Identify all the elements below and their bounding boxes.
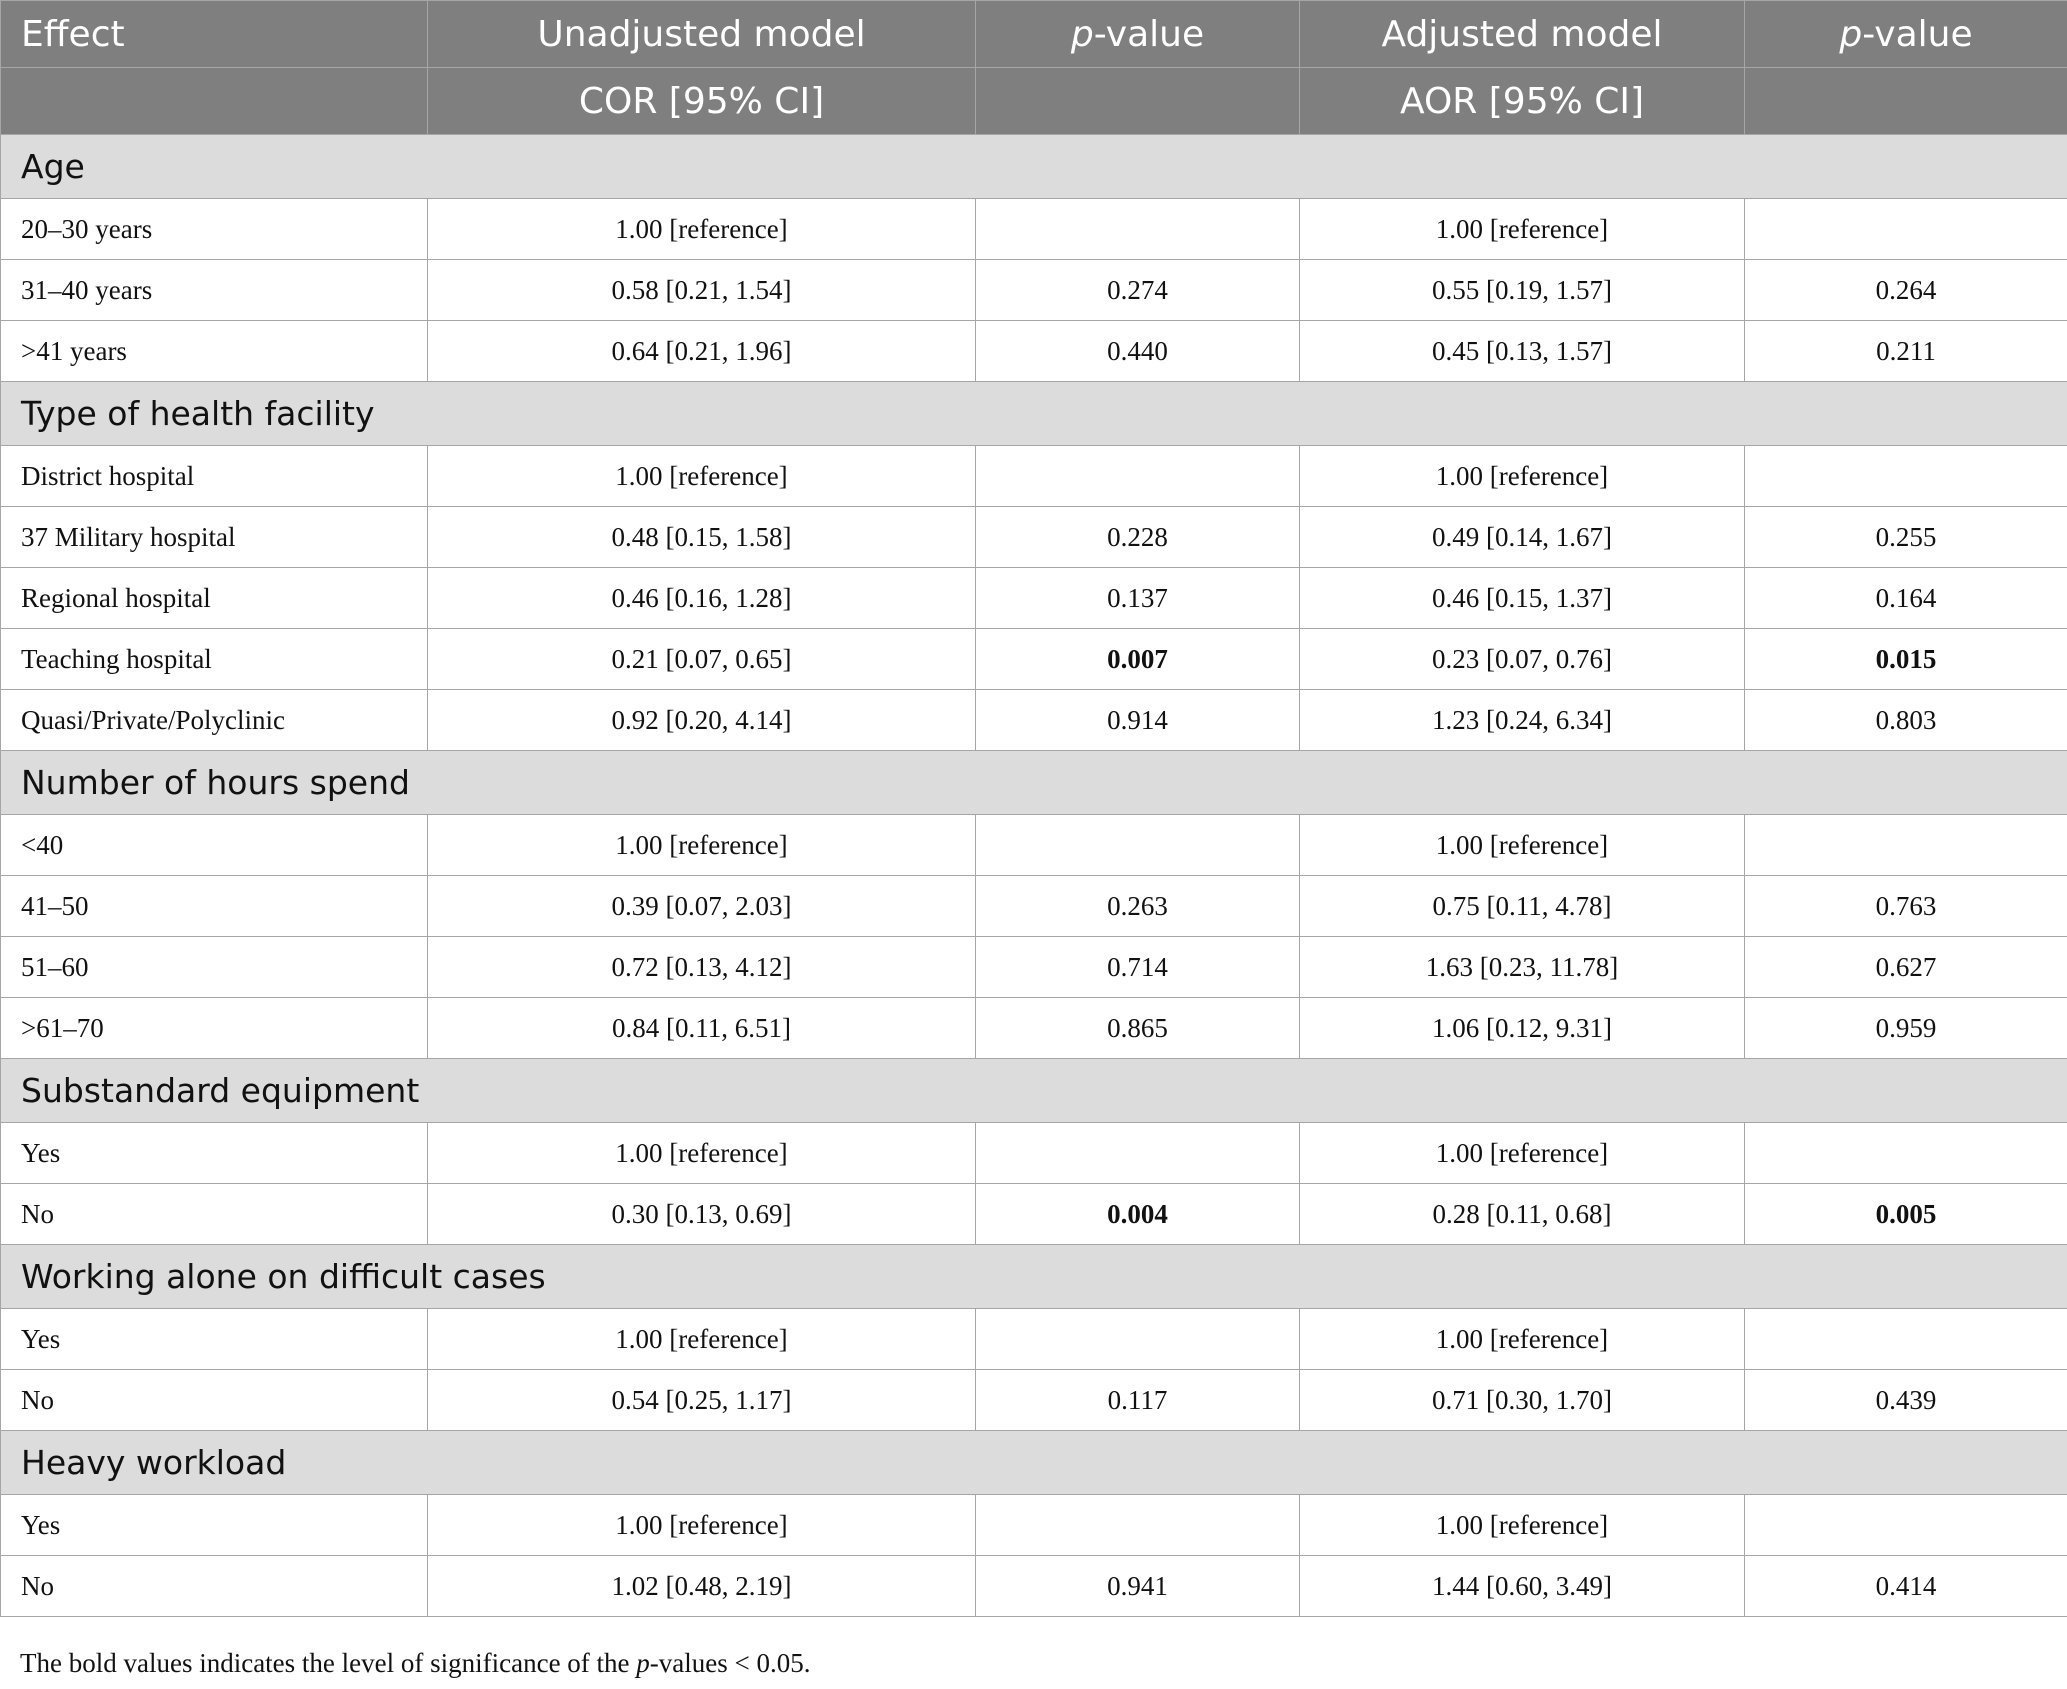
aor-ci-cell: 1.00 [reference] [1300, 815, 1745, 876]
cor-ci-cell: 1.00 [reference] [428, 1309, 976, 1370]
aor-ci-cell: 1.00 [reference] [1300, 199, 1745, 260]
header-empty [976, 68, 1300, 135]
p-value-adjusted-cell [1745, 1309, 2067, 1370]
p-value-unadjusted-cell: 0.941 [976, 1556, 1300, 1617]
p-value-unadjusted-cell [976, 1123, 1300, 1184]
p-value-unadjusted-cell: 0.263 [976, 876, 1300, 937]
aor-ci-cell: 1.63 [0.23, 11.78] [1300, 937, 1745, 998]
p-value-adjusted-cell: 0.414 [1745, 1556, 2067, 1617]
group-label: Substandard equipment [1, 1059, 2067, 1123]
p-value-unadjusted-cell [976, 446, 1300, 507]
table-row [1, 507, 2067, 568]
p-value-adjusted-cell: 0.803 [1745, 690, 2067, 751]
table-row [1, 260, 2067, 321]
header-row-1 [1, 1, 2067, 68]
cor-ci-cell: 0.54 [0.25, 1.17] [428, 1370, 976, 1431]
table-row [1, 998, 2067, 1059]
header-row-2 [1, 68, 2067, 135]
table-row [1, 1495, 2067, 1556]
footnote-text-after: -values < 0.05. [649, 1648, 811, 1678]
row-label: No [1, 1370, 428, 1431]
row-label: >61–70 [1, 998, 428, 1059]
p-value-adjusted-cell: 0.959 [1745, 998, 2067, 1059]
p-value-adjusted-cell [1745, 446, 2067, 507]
p-value-adjusted-cell: 0.255 [1745, 507, 2067, 568]
p-value-adjusted-cell: 0.211 [1745, 321, 2067, 382]
group-header-row [1, 135, 2067, 199]
p-value-unadjusted-cell: 0.274 [976, 260, 1300, 321]
row-label: Yes [1, 1495, 428, 1556]
table-row [1, 568, 2067, 629]
row-label: 20–30 years [1, 199, 428, 260]
table-footnote [20, 1648, 810, 1679]
aor-ci-cell: 1.00 [reference] [1300, 1309, 1745, 1370]
cor-ci-cell: 1.00 [reference] [428, 199, 976, 260]
cor-ci-cell: 0.58 [0.21, 1.54] [428, 260, 976, 321]
table-row [1, 199, 2067, 260]
row-label: Yes [1, 1123, 428, 1184]
table-row [1, 1184, 2067, 1245]
table-body [1, 135, 2067, 1617]
row-label: 41–50 [1, 876, 428, 937]
p-value-unadjusted-cell: 0.714 [976, 937, 1300, 998]
p-value-adjusted-cell [1745, 1495, 2067, 1556]
p-value-adjusted-cell [1745, 199, 2067, 260]
group-header-row [1, 382, 2067, 446]
group-label: Number of hours spend [1, 751, 2067, 815]
p-value-adjusted-cell [1745, 1123, 2067, 1184]
aor-ci-cell: 1.23 [0.24, 6.34] [1300, 690, 1745, 751]
table-row [1, 690, 2067, 751]
aor-ci-cell: 0.46 [0.15, 1.37] [1300, 568, 1745, 629]
table-row [1, 446, 2067, 507]
row-label: 51–60 [1, 937, 428, 998]
p-letter: p [1070, 13, 1094, 55]
header-unadjusted-model: Unadjusted model [428, 1, 976, 68]
cor-ci-cell: 1.02 [0.48, 2.19] [428, 1556, 976, 1617]
p-value-unadjusted-cell: 0.440 [976, 321, 1300, 382]
table-row [1, 815, 2067, 876]
p-value-unadjusted-cell: 0.007 [976, 629, 1300, 690]
aor-ci-cell: 1.06 [0.12, 9.31] [1300, 998, 1745, 1059]
row-label: No [1, 1556, 428, 1617]
aor-ci-cell: 1.00 [reference] [1300, 1123, 1745, 1184]
group-label: Working alone on difficult cases [1, 1245, 2067, 1309]
aor-ci-cell: 0.55 [0.19, 1.57] [1300, 260, 1745, 321]
aor-ci-cell: 0.28 [0.11, 0.68] [1300, 1184, 1745, 1245]
table-row [1, 321, 2067, 382]
header-adjusted-model: Adjusted model [1300, 1, 1745, 68]
footnote-p-letter: p [636, 1648, 650, 1678]
cor-ci-cell: 0.21 [0.07, 0.65] [428, 629, 976, 690]
group-header-row [1, 751, 2067, 815]
group-label: Type of health facility [1, 382, 2067, 446]
header-aor-ci: AOR [95% CI] [1300, 68, 1745, 135]
cor-ci-cell: 1.00 [reference] [428, 446, 976, 507]
p-value-unadjusted-cell: 0.004 [976, 1184, 1300, 1245]
p-value-adjusted-cell: 0.763 [1745, 876, 2067, 937]
cor-ci-cell: 0.48 [0.15, 1.58] [428, 507, 976, 568]
p-value-adjusted-cell: 0.439 [1745, 1370, 2067, 1431]
aor-ci-cell: 0.45 [0.13, 1.57] [1300, 321, 1745, 382]
aor-ci-cell: 0.75 [0.11, 4.78] [1300, 876, 1745, 937]
p-value-unadjusted-cell: 0.865 [976, 998, 1300, 1059]
aor-ci-cell: 1.00 [reference] [1300, 446, 1745, 507]
p-value-unadjusted-cell: 0.137 [976, 568, 1300, 629]
cor-ci-cell: 0.64 [0.21, 1.96] [428, 321, 976, 382]
p-value-adjusted-cell: 0.015 [1745, 629, 2067, 690]
header-empty [1, 68, 428, 135]
table-row [1, 1370, 2067, 1431]
cor-ci-cell: 0.30 [0.13, 0.69] [428, 1184, 976, 1245]
p-value-unadjusted-cell [976, 815, 1300, 876]
p-value-adjusted-cell [1745, 815, 2067, 876]
group-header-row [1, 1059, 2067, 1123]
cor-ci-cell: 0.39 [0.07, 2.03] [428, 876, 976, 937]
cor-ci-cell: 1.00 [reference] [428, 1495, 976, 1556]
header-effect: Effect [1, 1, 428, 68]
table-row [1, 1556, 2067, 1617]
aor-ci-cell: 0.23 [0.07, 0.76] [1300, 629, 1745, 690]
cor-ci-cell: 1.00 [reference] [428, 1123, 976, 1184]
table-row [1, 937, 2067, 998]
footnote-text-before: The bold values indicates the level of significance of the [20, 1648, 637, 1678]
row-label: Teaching hospital [1, 629, 428, 690]
group-label: Age [1, 135, 2067, 199]
row-label: 31–40 years [1, 260, 428, 321]
p-value-adjusted-cell: 0.264 [1745, 260, 2067, 321]
cor-ci-cell: 1.00 [reference] [428, 815, 976, 876]
aor-ci-cell: 1.44 [0.60, 3.49] [1300, 1556, 1745, 1617]
cor-ci-cell: 0.84 [0.11, 6.51] [428, 998, 976, 1059]
p-suffix: -value [1093, 13, 1205, 55]
p-value-unadjusted-cell [976, 199, 1300, 260]
group-header-row [1, 1245, 2067, 1309]
p-value-adjusted-cell: 0.005 [1745, 1184, 2067, 1245]
group-label: Heavy workload [1, 1431, 2067, 1495]
row-label: 37 Military hospital [1, 507, 428, 568]
table-header [1, 1, 2067, 135]
row-label: <40 [1, 815, 428, 876]
header-p-value-unadjusted [976, 1, 1300, 68]
aor-ci-cell: 0.71 [0.30, 1.70] [1300, 1370, 1745, 1431]
row-label: Regional hospital [1, 568, 428, 629]
cor-ci-cell: 0.46 [0.16, 1.28] [428, 568, 976, 629]
table-row [1, 876, 2067, 937]
p-value-adjusted-cell: 0.627 [1745, 937, 2067, 998]
group-header-row [1, 1431, 2067, 1495]
table-row [1, 629, 2067, 690]
p-suffix: -value [1862, 13, 1973, 55]
p-value-adjusted-cell: 0.164 [1745, 568, 2067, 629]
table-row [1, 1123, 2067, 1184]
header-empty [1745, 68, 2067, 135]
p-value-unadjusted-cell: 0.117 [976, 1370, 1300, 1431]
row-label: District hospital [1, 446, 428, 507]
p-value-unadjusted-cell: 0.228 [976, 507, 1300, 568]
header-p-value-adjusted [1745, 1, 2067, 68]
aor-ci-cell: 1.00 [reference] [1300, 1495, 1745, 1556]
cor-ci-cell: 0.72 [0.13, 4.12] [428, 937, 976, 998]
header-cor-ci: COR [95% CI] [428, 68, 976, 135]
table-row [1, 1309, 2067, 1370]
cor-ci-cell: 0.92 [0.20, 4.14] [428, 690, 976, 751]
row-label: No [1, 1184, 428, 1245]
p-value-unadjusted-cell [976, 1309, 1300, 1370]
row-label: >41 years [1, 321, 428, 382]
row-label: Quasi/Private/Polyclinic [1, 690, 428, 751]
p-value-unadjusted-cell: 0.914 [976, 690, 1300, 751]
p-letter: p [1839, 13, 1863, 55]
row-label: Yes [1, 1309, 428, 1370]
p-value-unadjusted-cell [976, 1495, 1300, 1556]
aor-ci-cell: 0.49 [0.14, 1.67] [1300, 507, 1745, 568]
